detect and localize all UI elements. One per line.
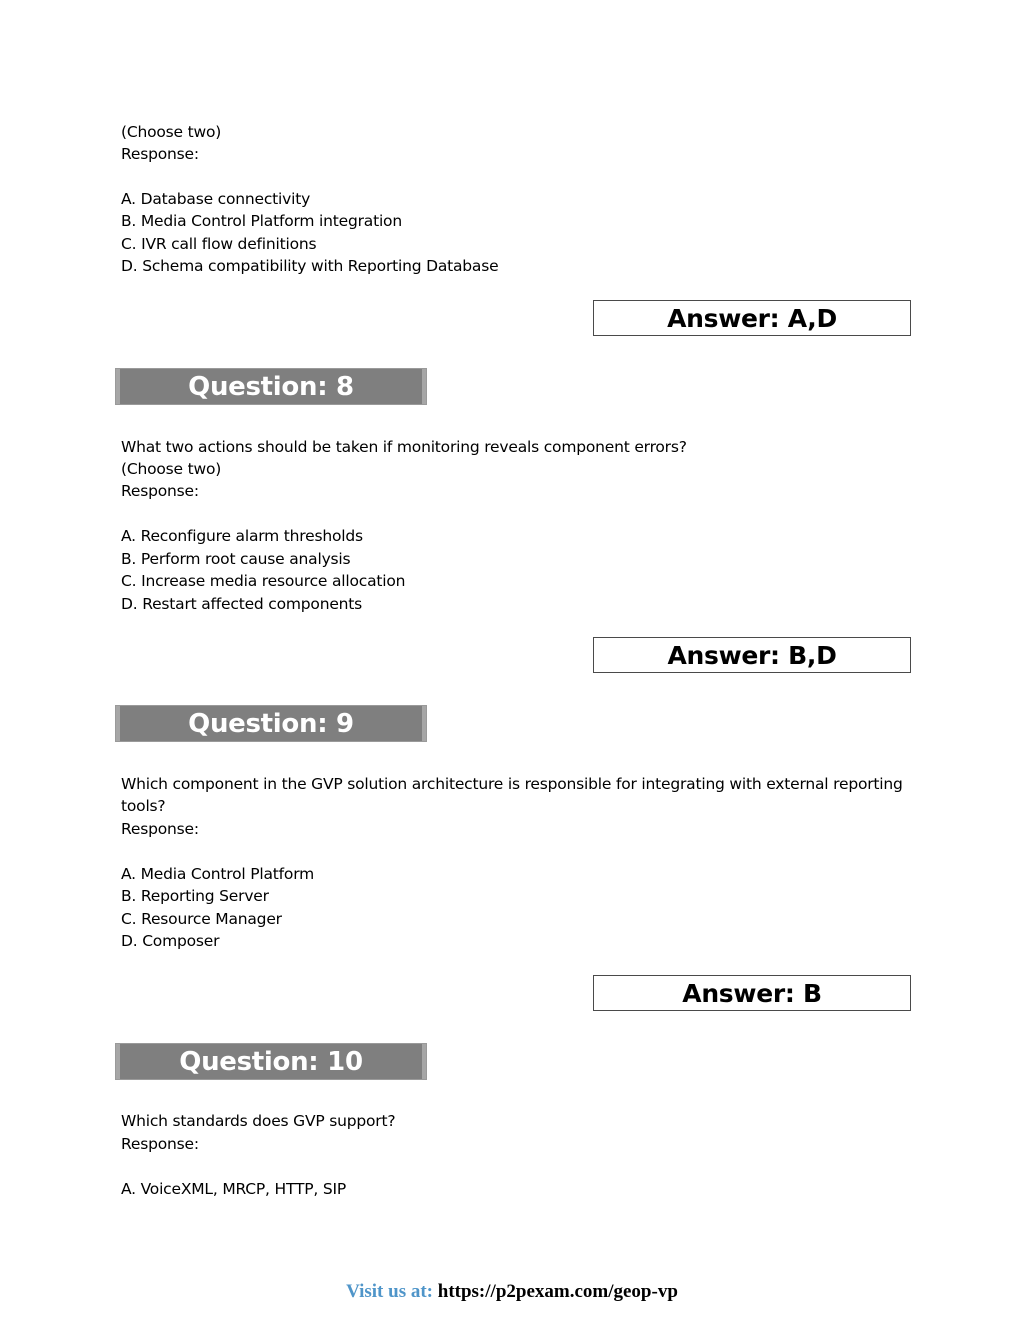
option-d: D. Composer — [121, 932, 220, 950]
banner-edge — [116, 1044, 120, 1079]
banner-edge — [116, 706, 120, 741]
option-c: C. Increase media resource allocation — [121, 572, 406, 590]
response-label: Response: — [121, 145, 199, 163]
banner-edge — [422, 369, 426, 404]
banner-edge — [116, 369, 120, 404]
question-banner — [115, 368, 427, 405]
option-c: C. Resource Manager — [121, 910, 282, 928]
question-title: Question: 8 — [188, 371, 354, 402]
question-text-line: Which standards does GVP support? — [121, 1112, 396, 1130]
option-a: A. VoiceXML, MRCP, HTTP, SIP — [121, 1180, 346, 1198]
answer-box: Answer: A,D — [593, 300, 911, 336]
question-text-line: What two actions should be taken if monitoring reveals component errors? — [121, 438, 687, 456]
question-title: Question: 9 — [188, 708, 354, 739]
option-a: A. Database connectivity — [121, 190, 311, 208]
banner-edge — [422, 1044, 426, 1079]
answer-box: Answer: B,D — [593, 637, 911, 673]
footer — [0, 1281, 1024, 1303]
option-b: B. Perform root cause analysis — [121, 550, 351, 568]
banner-edge — [422, 706, 426, 741]
question-text-line: tools? — [121, 797, 166, 815]
question-text-line: Which component in the GVP solution architecture is responsible for integrating with external reporting — [121, 775, 903, 793]
footer-visit-label: Visit us at: — [346, 1281, 433, 1302]
question-text-line: (Choose two) — [121, 123, 222, 141]
option-a: A. Media Control Platform — [121, 865, 314, 883]
question-title: Question: 10 — [179, 1046, 363, 1077]
answer-box: Answer: B — [593, 975, 911, 1011]
response-label: Response: — [121, 820, 199, 838]
response-label: Response: — [121, 482, 199, 500]
option-b: B. Media Control Platform integration — [121, 212, 402, 230]
question-text-line: (Choose two) — [121, 460, 222, 478]
footer-url-link[interactable]: https://p2pexam.com/geop-vp — [437, 1281, 678, 1302]
option-c: C. IVR call flow definitions — [121, 235, 317, 253]
question-banner — [115, 705, 427, 742]
question-banner — [115, 1043, 427, 1080]
option-a: A. Reconfigure alarm thresholds — [121, 527, 363, 545]
option-b: B. Reporting Server — [121, 887, 269, 905]
option-d: D. Schema compatibility with Reporting Database — [121, 257, 499, 275]
option-d: D. Restart affected components — [121, 595, 363, 613]
response-label: Response: — [121, 1135, 199, 1153]
